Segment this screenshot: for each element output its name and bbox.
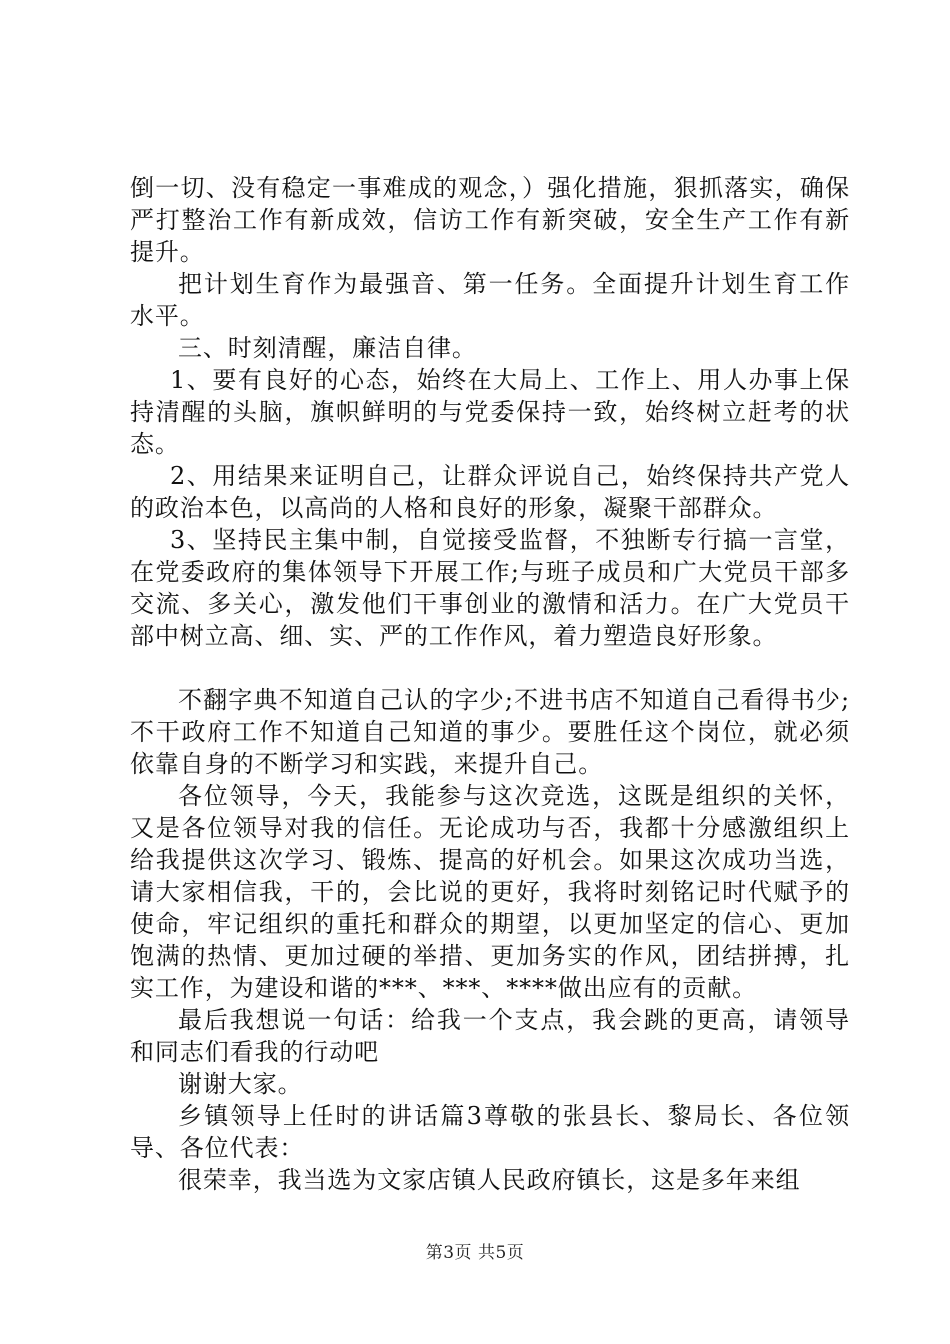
paragraph-item-3: 3、坚持民主集中制，自觉接受监督，不独断专行搞一言堂，在党委政府的集体领导下开展工作;与班子成员和广大党员干部多交流、多关心，激发他们干事创业的激情和活力。在广大党员干部中树立高、细、实、严的工作作风，着力塑造良好形象。 (130, 526, 850, 650)
paragraph-study: 不翻字典不知道自己认的字少;不进书店不知道自己看得书少;不干政府工作不知道自己知道的事少。要胜任这个岗位，就必须依靠自身的不断学习和实践，来提升自己。 (130, 686, 850, 778)
page-number-footer: 第3页 共5页 (425, 1243, 525, 1263)
paragraph-item-1: 1、要有良好的心态，始终在大局上、工作上、用人办事上保持清醒的头脑，旗帜鲜明的与党委保持一致，始终树立赶考的状态。 (130, 366, 850, 458)
paragraph-2: 把计划生育作为最强音、第一任务。全面提升计划生育工作水平。 (130, 270, 850, 330)
paragraph-item-2: 2、用结果来证明自己，让群众评说自己，始终保持共产党人的政治本色，以高尚的人格和良好的形象，凝聚干部群众。 (130, 462, 850, 522)
paragraph-gap (130, 652, 850, 684)
paragraph-1: 倒一切、没有稳定一事难成的观念，）强化措施，狠抓落实，确保严打整治工作有新成效，信访工作有新突破，安全生产工作有新提升。 (130, 174, 850, 266)
document-body (130, 172, 850, 1196)
paragraph-honored: 很荣幸，我当选为文家店镇人民政府镇长，这是多年来组 (178, 1166, 801, 1194)
paragraph-thank-you: 谢谢大家。 (178, 1070, 303, 1098)
paragraph-closing-words: 最后我想说一句话：给我一个支点，我会跳的更高，请领导和同志们看我的行动吧 (130, 1006, 850, 1066)
paragraph-thanks-leaders: 各位领导，今天，我能参与这次竞选，这既是组织的关怀，又是各位领导对我的信任。无论成功与否，我都十分感激组织上给我提供这次学习、锻炼、提高的好机会。如果这次成功当选，请大家相信我，干的，会比说的更好，我将时刻铭记时代赋予的使命，牢记组织的重托和群众的期望，以更加坚定的信心、更加饱满的热情、更加过硬的举措、更加务实的作风，团结拼搏，扎实工作，为建设和谐的***、***、****做出应有的贡献。 (130, 782, 850, 1002)
paragraph-chapter-3-greeting: 乡镇领导上任时的讲话篇3尊敬的张县长、黎局长、各位领导、各位代表： (130, 1102, 850, 1162)
section-heading-3: 三、时刻清醒，廉洁自律。 (178, 334, 477, 362)
